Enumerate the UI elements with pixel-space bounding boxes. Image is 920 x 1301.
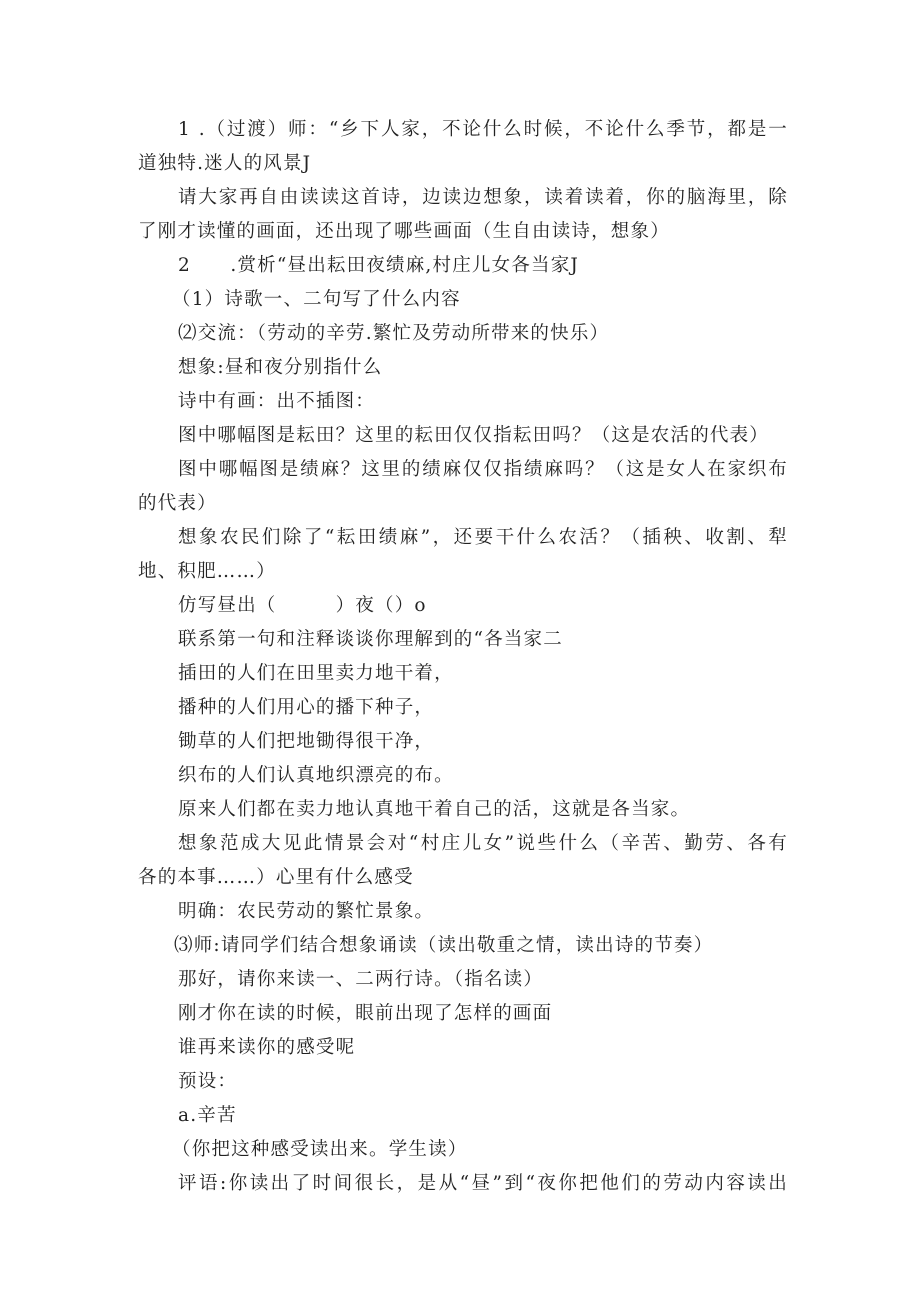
text-line-22: 想象范成大见此情景会对“村庄儿女”说些什么（辛苦、勤劳、各有 [178,833,788,854]
text-line-25: ⑶师:请同学们结合想象诵读（读出敬重之情，读出诗的节奏） [174,935,714,956]
text-line-28: 谁再来读你的感受呢 [178,1037,356,1058]
text-line-32: 评语:你读出了时间很长，是从“昼”到“夜你把他们的劳动内容读出 [178,1173,788,1194]
text-line-4: 了刚才读懂的画面，还出现了哪些画面（生自由读诗，想象） [138,221,670,242]
text-line-23: 各的本事……）心里有什么感受 [138,867,414,888]
text-line-15: 仿写昼出（ ）夜（）o [178,595,427,616]
text-line-18: 播种的人们用心的播下种子， [178,697,435,718]
text-line-2: 道独特.迷人的风景J [138,153,312,174]
text-line-11: 图中哪幅图是绩麻？这里的绩麻仅仅指绩麻吗？（这是女人在家织布 [178,459,788,480]
text-line-16: 联系第一句和注释谈谈你理解到的“各当家二 [178,629,563,650]
text-line-10: 图中哪幅图是耘田？这里的耘田仅仅指耘田吗？（这是农活的代表） [178,425,770,446]
text-line-12: 的代表） [138,493,217,514]
text-line-19: 锄草的人们把地锄得很干净， [178,731,435,752]
text-line-24: 明确：农民劳动的繁忙景象。 [178,901,435,922]
text-line-20: 织布的人们认真地织漂亮的布。 [178,765,454,786]
text-line-7: ⑵交流：（劳动的辛劳.繁忙及劳动所带来的快乐） [178,323,610,344]
text-line-14: 地、积肥……） [138,561,276,582]
text-line-1: 1 .（过渡）师：“乡下人家，不论什么时候，不论什么季节，都是一 [178,119,788,140]
text-line-9: 诗中有画：出不插图： [178,391,376,412]
text-line-26: 那好，请你来读一、二两行诗。（指名读） [178,969,544,990]
text-line-30: a.辛苦 [178,1105,237,1126]
text-line-13: 想象农民们除了“耘田绩麻”，还要干什么农活？（插秧、收割、犁 [178,527,788,548]
text-line-31: （你把这种感受读出来。学生读） [172,1139,468,1160]
text-line-3: 请大家再自由读读这首诗，边读边想象，读着读着，你的脑海里，除 [178,187,788,208]
text-line-8: 想象:昼和夜分别指什么 [178,357,383,378]
text-line-27: 刚才你在读的时候，眼前出现了怎样的画面 [178,1003,553,1024]
text-line-21: 原来人们都在卖力地认真地干着自己的活，这就是各当家。 [178,799,691,820]
text-line-29: 预设： [178,1071,238,1092]
text-line-5: 2 .赏析“昼出耘田夜绩麻,村庄儿女各当家J [178,255,580,276]
text-line-17: 插田的人们在田里卖力地干着， [178,663,454,684]
text-line-6: （1）诗歌一、二句写了什么内容 [172,289,461,310]
